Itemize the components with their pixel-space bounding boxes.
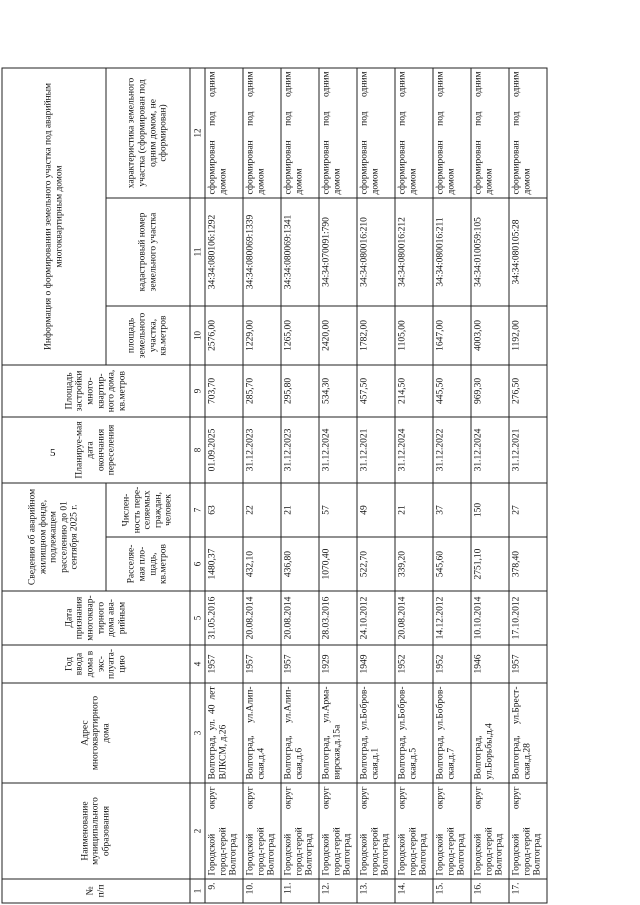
- planned-date-cell: 31.12.2024: [319, 417, 357, 483]
- land-characteristic-cell: сформирован под одним домом: [205, 68, 243, 198]
- cadastral-number-cell: 34:34:080016:211: [433, 198, 471, 306]
- resettled-area-cell: 545,60: [433, 537, 471, 591]
- planned-date-cell: 01.09.2025: [205, 417, 243, 483]
- table-row: [471, 68, 509, 903]
- year-cell: 1952: [395, 645, 433, 683]
- land-area-cell: 1265,00: [281, 306, 319, 365]
- header-land-group: Информация о формировании земельного участка под аварийным многоквартирным домом: [2, 68, 106, 365]
- year-cell: 1929: [319, 645, 357, 683]
- table-body: [205, 68, 547, 903]
- resettled-people-cell: 27: [509, 483, 547, 537]
- resettled-area-cell: 522,70: [357, 537, 395, 591]
- resettled-people-cell: 57: [319, 483, 357, 537]
- cadastral-number-cell: 34:34:080106:1292: [205, 198, 243, 306]
- cadastral-number-cell: 34:34:080016:210: [357, 198, 395, 306]
- recognition-date-cell: 10.10.2014: [471, 591, 509, 645]
- column-number: 6: [190, 537, 205, 591]
- building-area-cell: 534,30: [319, 365, 357, 417]
- municipality-cell: Городской округ город-герой Волгоград: [357, 783, 395, 879]
- building-area-cell: 457,50: [357, 365, 395, 417]
- column-number: 1: [190, 879, 205, 903]
- column-number: 4: [190, 645, 205, 683]
- row-number: 14.: [395, 879, 433, 903]
- address-cell: Волгоград, ул. 40 лет ВЛКСМ, д.26: [205, 683, 243, 783]
- land-characteristic-cell: сформирован под одним домом: [471, 68, 509, 198]
- land-area-cell: 2576,00: [205, 306, 243, 365]
- resettled-people-cell: 150: [471, 483, 509, 537]
- row-number: 9.: [205, 879, 243, 903]
- municipality-cell: Городской округ город-герой Волгоград: [281, 783, 319, 879]
- row-number: 11.: [281, 879, 319, 903]
- resettled-people-cell: 63: [205, 483, 243, 537]
- resettled-area-cell: 1070,40: [319, 537, 357, 591]
- resettled-people-cell: 49: [357, 483, 395, 537]
- table-row: [281, 68, 319, 903]
- resettled-area-cell: 339,20: [395, 537, 433, 591]
- resettled-people-cell: 21: [281, 483, 319, 537]
- municipality-cell: Городской округ город-герой Волгоград: [509, 783, 547, 879]
- cadastral-number-cell: 34:34:080016:212: [395, 198, 433, 306]
- resettled-area-cell: 2751,10: [471, 537, 509, 591]
- resettled-area-cell: 1480,37: [205, 537, 243, 591]
- land-area-cell: 2420,00: [319, 306, 357, 365]
- column-number: 8: [190, 417, 205, 483]
- land-area-cell: 1782,00: [357, 306, 395, 365]
- table-row: [357, 68, 395, 903]
- cadastral-number-cell: 34:34:070091:790: [319, 198, 357, 306]
- land-area-cell: 4003,00: [471, 306, 509, 365]
- municipality-cell: Городской округ город-герой Волгоград: [205, 783, 243, 879]
- address-cell: Волгоград, ул.Брест-ская,д.28: [509, 683, 547, 783]
- header-address: Адрес многоквартирного дома: [2, 683, 190, 783]
- column-number: 2: [190, 783, 205, 879]
- building-area-cell: 445,50: [433, 365, 471, 417]
- recognition-date-cell: 24.10.2012: [357, 591, 395, 645]
- header-cadastral: кадастровый номер земельного участка: [106, 198, 190, 306]
- column-number: 12: [190, 68, 205, 198]
- column-number: 10: [190, 306, 205, 365]
- address-cell: Волгоград, ул.Алип-ская,д.4: [243, 683, 281, 783]
- year-cell: 1957: [281, 645, 319, 683]
- municipality-cell: Городской округ город-герой Волгоград: [433, 783, 471, 879]
- address-cell: Волгоград, ул.Алип-ская,д.6: [281, 683, 319, 783]
- row-number: 15.: [433, 879, 471, 903]
- year-cell: 1957: [243, 645, 281, 683]
- table-row: [509, 68, 547, 903]
- emergency-housing-table: [2, 67, 548, 903]
- land-characteristic-cell: сформирован под одним домом: [509, 68, 547, 198]
- address-cell: Волгоград, ул.Бобров-ская,д.1: [357, 683, 395, 783]
- recognition-date-cell: 17.10.2012: [509, 591, 547, 645]
- land-characteristic-cell: сформирован под одним домом: [281, 68, 319, 198]
- recognition-date-cell: 20.08.2014: [243, 591, 281, 645]
- header-building-area: Площадь застройки много-квартир-ного дома, кв.метров: [2, 365, 190, 417]
- building-area-cell: 969,30: [471, 365, 509, 417]
- table-row: [243, 68, 281, 903]
- cadastral-number-cell: 34:34:080069:1341: [281, 198, 319, 306]
- header-land-characteristic: характеристика земельного участка (сформирован под одним домом, не сформирован): [106, 68, 190, 198]
- address-cell: Волгоград, ул.Арма-вирская,д.15а: [319, 683, 357, 783]
- building-area-cell: 285,70: [243, 365, 281, 417]
- cadastral-number-cell: 34:34:080105:28: [509, 198, 547, 306]
- planned-date-cell: 31.12.2021: [509, 417, 547, 483]
- resettled-people-cell: 21: [395, 483, 433, 537]
- resettled-area-cell: 436,80: [281, 537, 319, 591]
- resettled-area-cell: 378,40: [509, 537, 547, 591]
- resettled-people-cell: 22: [243, 483, 281, 537]
- land-characteristic-cell: сформирован под одним домом: [319, 68, 357, 198]
- column-number: 11: [190, 198, 205, 306]
- row-number: 10.: [243, 879, 281, 903]
- row-number: 16.: [471, 879, 509, 903]
- resettled-area-cell: 432,10: [243, 537, 281, 591]
- recognition-date-cell: 14.12.2012: [433, 591, 471, 645]
- rotated-table-container: [2, 0, 554, 904]
- recognition-date-cell: 20.08.2014: [281, 591, 319, 645]
- address-cell: Волгоград, ул.Борьбы,д.4: [471, 683, 509, 783]
- building-area-cell: 295,80: [281, 365, 319, 417]
- municipality-cell: Городской округ город-герой Волгоград: [395, 783, 433, 879]
- cadastral-number-cell: 34:34:080069:1339: [243, 198, 281, 306]
- year-cell: 1949: [357, 645, 395, 683]
- address-cell: Волгоград, ул.Бобров-ская,д.7: [433, 683, 471, 783]
- cadastral-number-cell: 34:34:010059:105: [471, 198, 509, 306]
- planned-date-cell: 31.12.2022: [433, 417, 471, 483]
- header-emergency-group: Сведения об аварийном жилищном фонде, подлежащем расселению до 01 сентября 2025 г.: [2, 483, 106, 591]
- year-cell: 1957: [509, 645, 547, 683]
- row-number: 12.: [319, 879, 357, 903]
- planned-date-cell: 31.12.2021: [357, 417, 395, 483]
- recognition-date-cell: 31.05.2016: [205, 591, 243, 645]
- land-characteristic-cell: сформирован под одним домом: [433, 68, 471, 198]
- header-resettled-area: Расселяе-мая пло-щадь, кв.метров: [106, 537, 190, 591]
- resettled-people-cell: 37: [433, 483, 471, 537]
- table-row: [319, 68, 357, 903]
- municipality-cell: Городской округ город-герой Волгоград: [471, 783, 509, 879]
- land-area-cell: 1105,00: [395, 306, 433, 365]
- table-row: [395, 68, 433, 903]
- row-number: 13.: [357, 879, 395, 903]
- header-land-area: площадь земельного участка, кв.метров: [106, 306, 190, 365]
- column-number: 5: [190, 591, 205, 645]
- planned-date-cell: 31.12.2024: [395, 417, 433, 483]
- planned-date-cell: 31.12.2023: [243, 417, 281, 483]
- page-number: 5: [50, 447, 56, 459]
- header-resettled-people: Числен-ность пере-селяемых граждан, человек: [106, 483, 190, 537]
- land-area-cell: 1647,00: [433, 306, 471, 365]
- land-characteristic-cell: сформирован под одним домом: [243, 68, 281, 198]
- year-cell: 1946: [471, 645, 509, 683]
- municipality-cell: Городской округ город-герой Волгоград: [319, 783, 357, 879]
- land-characteristic-cell: сформирован под одним домом: [357, 68, 395, 198]
- recognition-date-cell: 28.03.2016: [319, 591, 357, 645]
- building-area-cell: 214,50: [395, 365, 433, 417]
- row-number: 17.: [509, 879, 547, 903]
- header-planned-date: Планируе-мая дата окончания переселения: [2, 417, 190, 483]
- table-row: [205, 68, 243, 903]
- building-area-cell: 276,50: [509, 365, 547, 417]
- planned-date-cell: 31.12.2024: [471, 417, 509, 483]
- land-characteristic-cell: сформирован под одним домом: [395, 68, 433, 198]
- year-cell: 1952: [433, 645, 471, 683]
- column-number: 9: [190, 365, 205, 417]
- header-municipality: Наименование муниципального образования: [2, 783, 190, 879]
- recognition-date-cell: 20.08.2014: [395, 591, 433, 645]
- header-recognition-date: Дата признания многоквар-тирного дома ава-рийным: [2, 591, 190, 645]
- land-area-cell: 1192,00: [509, 306, 547, 365]
- planned-date-cell: 31.12.2023: [281, 417, 319, 483]
- header-year: Год ввода дома в экс-плуата-цию: [2, 645, 190, 683]
- building-area-cell: 703,70: [205, 365, 243, 417]
- table-row: [433, 68, 471, 903]
- year-cell: 1957: [205, 645, 243, 683]
- column-number: 7: [190, 483, 205, 537]
- municipality-cell: Городской округ город-герой Волгоград: [243, 783, 281, 879]
- land-area-cell: 1229,00: [243, 306, 281, 365]
- column-number: 3: [190, 683, 205, 783]
- address-cell: Волгоград, ул.Бобров-ская,д.5: [395, 683, 433, 783]
- header-no: № п/п: [2, 879, 190, 903]
